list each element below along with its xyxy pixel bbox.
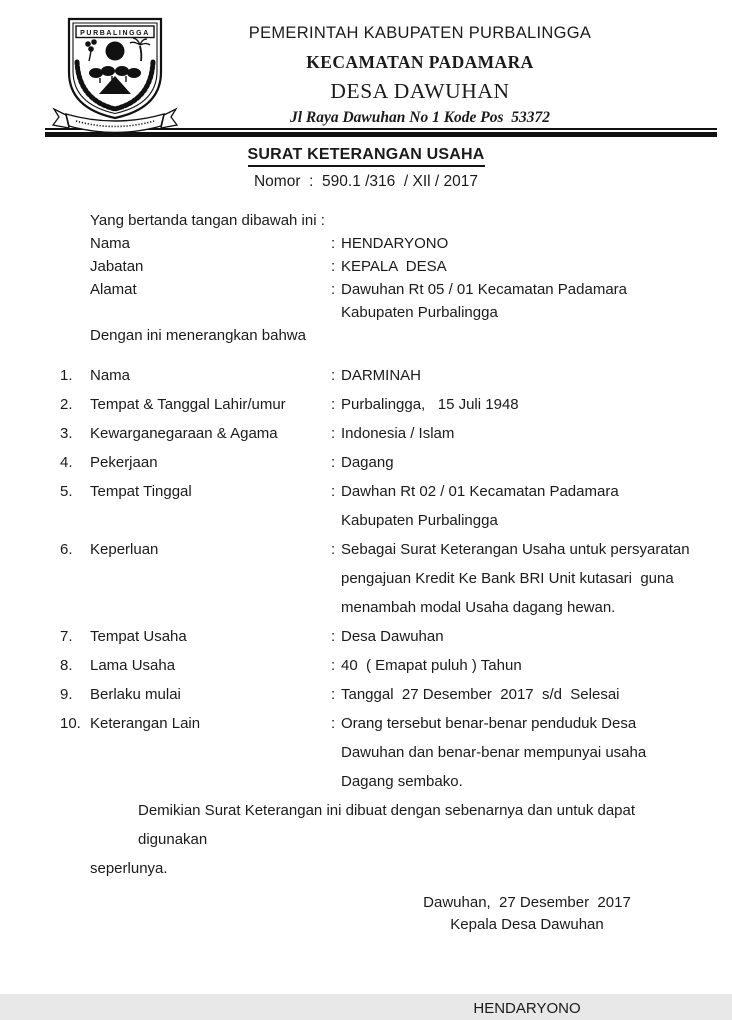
- signature-place-date: Dawuhan, 27 Desember 2017: [423, 894, 631, 911]
- item-number: 10.: [60, 715, 81, 732]
- colon: :: [331, 628, 336, 645]
- official-row-alamat: [60, 278, 694, 324]
- government-line: PEMERINTAH KABUPATEN PURBALINGGA: [248, 24, 592, 42]
- address-line: Jl Raya Dawuhan No 1 Kode Pos 53372: [289, 109, 551, 126]
- field-value: Desa Dawuhan: [341, 628, 444, 645]
- colon: :: [331, 258, 336, 275]
- field-value: KEPALA DESA: [341, 258, 447, 275]
- item-row-9: [60, 680, 694, 709]
- field-value: 40 ( Emapat puluh ) Tahun: [341, 657, 522, 674]
- item-number: 2.: [60, 396, 73, 413]
- item-number: 8.: [60, 657, 73, 674]
- district-line: KECAMATAN PADAMARA: [306, 52, 534, 72]
- item-row-10: [60, 709, 694, 796]
- item-row-7: [60, 622, 694, 651]
- field-label: Berlaku mulai: [90, 686, 181, 703]
- document-title: SURAT KETERANGAN USAHA: [248, 146, 485, 167]
- letter-body: [60, 209, 694, 883]
- field-label: Keterangan Lain: [90, 715, 201, 732]
- field-label: Keperluan: [90, 541, 159, 558]
- colon: :: [331, 686, 336, 703]
- colon: :: [331, 367, 336, 384]
- colon: :: [331, 235, 336, 252]
- field-label: Nama: [90, 367, 131, 384]
- colon: :: [331, 281, 336, 298]
- field-label: Kewarganegaraan & Agama: [90, 425, 278, 442]
- document-number: Nomor : 590.1 /316 / XIl / 2017: [253, 173, 479, 190]
- closing-paragraph: [60, 796, 694, 883]
- signature-name: HENDARYONO: [473, 1000, 581, 1017]
- field-label: Alamat: [90, 281, 137, 298]
- colon: :: [331, 715, 336, 732]
- item-row-2: [60, 390, 694, 419]
- field-value: Dagang: [341, 454, 394, 471]
- field-value: Orang tersebut benar-benar penduduk Desa Dawuhan dan benar-benar mempunyai usaha Dagang sembako.: [341, 715, 647, 790]
- field-value: Sebagai Surat Keterangan Usaha untuk persyaratan pengajuan Kredit Ke Bank BRI Unit kutasari guna menambah modal Usaha dagang hewan.: [341, 541, 690, 616]
- item-number: 7.: [60, 628, 73, 645]
- signature-title: Kepala Desa Dawuhan: [450, 916, 604, 933]
- item-number: 6.: [60, 541, 73, 558]
- letterhead: [0, 0, 732, 128]
- closing-line-1: Demikian Surat Keterangan ini dibuat dengan sebenarnya dan untuk dapat digunakan: [138, 802, 636, 848]
- statement-line: Dengan ini menerangkan bahwa: [90, 327, 306, 344]
- field-label: Lama Usaha: [90, 657, 176, 674]
- logo-banner-text: PURBALINGGA: [80, 30, 150, 37]
- opening-line: Yang bertanda tangan dibawah ini :: [90, 212, 325, 229]
- field-label: Pekerjaan: [90, 454, 158, 471]
- field-label: Tempat Usaha: [90, 628, 187, 645]
- item-number: 5.: [60, 483, 73, 500]
- field-value: HENDARYONO: [341, 235, 449, 252]
- colon: :: [331, 396, 336, 413]
- colon: :: [331, 454, 336, 471]
- field-value: Dawuhan Rt 05 / 01 Kecamatan Padamara Kabupaten Purbalingga: [341, 281, 628, 321]
- colon: :: [331, 483, 336, 500]
- item-number: 1.: [60, 367, 73, 384]
- village-line: DESA DAWUHAN: [330, 79, 510, 103]
- item-row-3: [60, 419, 694, 448]
- field-value: DARMINAH: [341, 367, 422, 384]
- field-value: Tanggal 27 Desember 2017 s/d Selesai: [341, 686, 620, 703]
- item-number: 4.: [60, 454, 73, 471]
- closing-line-2: seperlunya.: [90, 860, 168, 877]
- signature-block: [372, 892, 682, 1020]
- item-number: 9.: [60, 686, 73, 703]
- official-row-nama: [60, 232, 694, 255]
- item-row-8: [60, 651, 694, 680]
- field-label: Jabatan: [90, 258, 144, 275]
- field-label: Tempat Tinggal: [90, 483, 192, 500]
- item-number: 3.: [60, 425, 73, 442]
- letterhead-text: [150, 24, 690, 127]
- colon: :: [331, 541, 336, 558]
- colon: :: [331, 425, 336, 442]
- item-row-6: [60, 535, 694, 622]
- field-value: Indonesia / Islam: [341, 425, 455, 442]
- field-value: Purbalingga, 15 Juli 1948: [341, 396, 519, 413]
- official-row-jabatan: [60, 255, 694, 278]
- field-label: Tempat & Tanggal Lahir/umur: [90, 396, 286, 413]
- field-label: Nama: [90, 235, 131, 252]
- item-row-1: [60, 361, 694, 390]
- subject-details-list: [60, 361, 694, 796]
- item-row-4: [60, 448, 694, 477]
- colon: :: [331, 657, 336, 674]
- field-value: Dawhan Rt 02 / 01 Kecamatan Padamara Kabupaten Purbalingga: [341, 483, 619, 529]
- item-row-5: [60, 477, 694, 535]
- title-block: [0, 146, 732, 191]
